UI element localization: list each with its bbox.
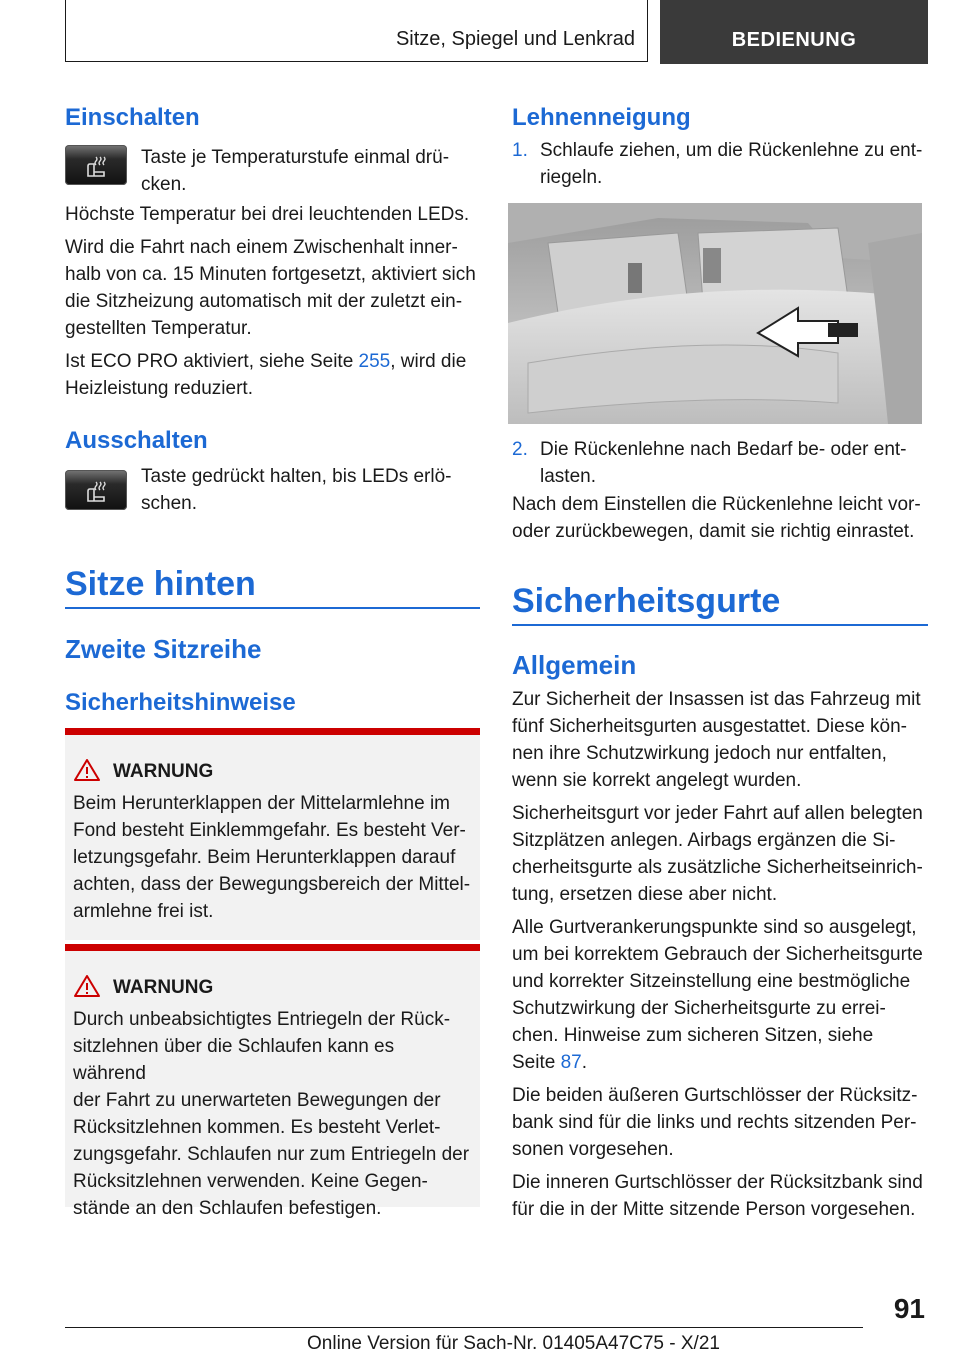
text-line: chen. Hinweise zum sicheren Sitzen, siehe <box>512 1025 874 1046</box>
warning-title: WARNUNG <box>113 977 214 998</box>
heading-allgemein: Allgemein <box>512 650 637 680</box>
text-line <box>65 348 485 375</box>
header-section-title: Sitze, Spiegel und Lenkrad <box>395 28 635 50</box>
text-line: Schutzwirkung der Sicherheitsgurte zu errei- <box>512 998 886 1019</box>
seat-heating-icon <box>84 479 108 503</box>
header-chapter-label: BEDIENUNG <box>731 29 857 51</box>
text-line: achten, dass der Bewegungsbereich der Mittel- <box>73 874 471 895</box>
text-line: Die Rückenlehne nach Bedarf be- oder ent- <box>540 439 907 460</box>
text-span: , wird die <box>390 351 467 372</box>
seat-heating-icon <box>84 154 108 178</box>
heading-sitze-hinten: Sitze hinten <box>65 565 256 603</box>
heading-rule <box>65 607 480 609</box>
text-line: cherheitsgurte als zusätzliche Sicherheitseinrich- <box>512 857 923 878</box>
text-line: Rücksitzlehnen kommen. Es besteht Verlet- <box>73 1117 441 1138</box>
heading-lehnenneigung: Lehnenneigung <box>512 104 691 131</box>
warning-box <box>65 728 480 940</box>
text-line: schen. <box>141 493 197 514</box>
text-line: Sitzplätzen anlegen. Airbags ergänzen die Si- <box>512 830 896 851</box>
text-line: Beim Herunterklappen der Mittelarmlehne im <box>73 793 450 814</box>
heading-sicherheitsgurte: Sicherheitsgurte <box>512 582 781 620</box>
text-line: fünf Sicherheitsgurten ausgestattet. Diese kön- <box>512 716 908 737</box>
warning-triangle-icon <box>73 974 101 998</box>
text-line: sitzlehnen über die Schlaufen kann es während <box>73 1036 395 1084</box>
footer-rule <box>65 1327 863 1328</box>
seat-heating-button-image <box>65 145 127 185</box>
text-line: und korrekter Sitzeinstellung eine bestmögliche <box>512 971 911 992</box>
text-line: cken. <box>141 174 187 195</box>
text-line: tung, ersetzen diese aber nicht. <box>512 884 778 905</box>
text-line: Fond besteht Einklemmgefahr. Es besteht Ver- <box>73 820 466 841</box>
text-line: oder zurückbewegen, damit sie richtig einrastet. <box>512 521 915 542</box>
paragraph: Höchste Temperatur bei drei leuchtenden LEDs. <box>65 204 470 225</box>
header-section-box <box>65 0 648 62</box>
header-chapter-tab <box>660 0 928 64</box>
page-link-255[interactable]: 255 <box>358 351 391 372</box>
rear-seat-illustration <box>508 203 922 424</box>
text-line: Taste je Temperaturstufe einmal drü- <box>141 147 450 168</box>
heading-zweite-sitzreihe: Zweite Sitzreihe <box>65 634 262 664</box>
seat-heating-button-image <box>65 470 127 510</box>
text-line: Sicherheitsgurt vor jeder Fahrt auf allen belegten <box>512 803 923 824</box>
step-text <box>540 436 940 490</box>
text-line: für die in der Mitte sitzende Person vorgesehen. <box>512 1199 916 1220</box>
text-line: wenn sie korrekt angelegt wurden. <box>512 770 802 791</box>
page-header <box>65 0 928 64</box>
text-line: Taste gedrückt halten, bis LEDs erlö- <box>141 466 452 487</box>
text-line: Die inneren Gurtschlösser der Rücksitzbank sind <box>512 1172 923 1193</box>
step-number: 1. <box>512 140 528 161</box>
step-number: 2. <box>512 439 528 460</box>
text-line: Heizleistung reduziert. <box>65 378 253 399</box>
rear-seat-photo <box>508 203 922 424</box>
text-line: Schlaufe ziehen, um die Rückenlehne zu ent- <box>540 140 923 161</box>
page-link-87[interactable]: 87 <box>560 1052 582 1073</box>
warning-text <box>73 790 472 925</box>
heading-ausschalten: Ausschalten <box>65 427 208 454</box>
text-line: die Sitzheizung automatisch mit der zuletzt ein- <box>65 291 463 312</box>
warning-text <box>73 1006 472 1222</box>
footer-text: Online Version für Sach-Nr. 01405A47C75 - X/21 <box>307 1333 720 1354</box>
text-line: gestellten Temperatur. <box>65 318 252 339</box>
allgemein-body <box>512 686 932 1223</box>
text-line: Alle Gurtverankerungspunkte sind so ausgelegt, <box>512 917 917 938</box>
text-line: halb von ca. 15 Minuten fortgesetzt, aktiviert sich <box>65 264 476 285</box>
ausschalten-button-text <box>141 463 452 517</box>
einschalten-body <box>65 201 485 402</box>
warning-title: WARNUNG <box>113 761 214 782</box>
einschalten-button-text <box>141 144 449 198</box>
page-number: 91 <box>893 1293 925 1324</box>
step-text <box>540 137 940 191</box>
warning-box <box>65 944 480 1219</box>
text-line: Wird die Fahrt nach einem Zwischenhalt inner- <box>65 237 458 258</box>
text-span: . <box>581 1052 588 1073</box>
heading-einschalten: Einschalten <box>65 104 200 131</box>
text-line: Zur Sicherheit der Insassen ist das Fahrzeug mit <box>512 689 921 710</box>
text-line: Rücksitzlehnen verwenden. Keine Gegen- <box>73 1171 428 1192</box>
text-line: sonen vorgesehen. <box>512 1139 674 1160</box>
text-line: letzungsgefahr. Beim Herunterklappen darauf <box>73 847 456 868</box>
text-line: Durch unbeabsichtigtes Entriegeln der Rück- <box>73 1009 451 1030</box>
text-line: riegeln. <box>540 167 603 188</box>
text-line: armlehne frei ist. <box>73 901 214 922</box>
text-line: zungsgefahr. Schlaufen nur zum Entriegeln der <box>73 1144 470 1165</box>
after-adjust-text <box>512 491 921 545</box>
text-line: um bei korrektem Gebrauch der Sicherheitsgurte <box>512 944 923 965</box>
text-line <box>512 1049 932 1076</box>
text-line: nen ihre Schutzwirkung jedoch nur entfalten, <box>512 743 887 764</box>
text-span: Seite <box>512 1052 561 1073</box>
text-line: der Fahrt zu unerwarteten Bewegungen der <box>73 1090 441 1111</box>
text-span: Ist ECO PRO aktiviert, siehe Seite <box>65 351 359 372</box>
heading-sicherheitshinweise: Sicherheitshinweise <box>65 689 296 716</box>
text-line: Nach dem Einstellen die Rückenlehne leicht vor- <box>512 494 921 515</box>
warning-triangle-icon <box>73 758 101 782</box>
text-line: lasten. <box>540 466 596 487</box>
heading-rule <box>512 624 928 626</box>
text-line: stände an den Schlaufen befestigen. <box>73 1198 382 1219</box>
text-line: bank sind für die links und rechts sitzenden Per- <box>512 1112 917 1133</box>
text-line: Die beiden äußeren Gurtschlösser der Rücksitz- <box>512 1085 918 1106</box>
